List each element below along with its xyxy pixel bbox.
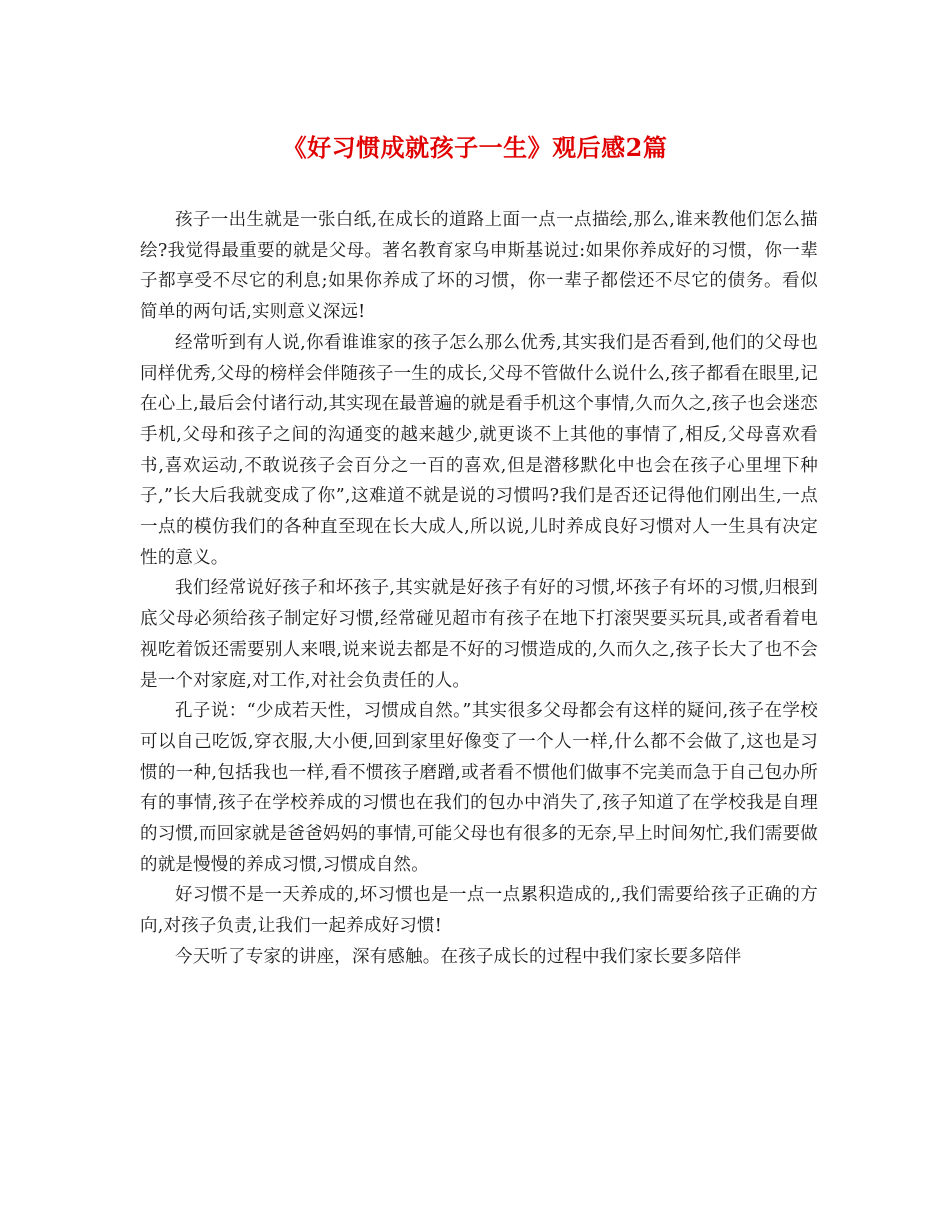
paragraph-4: 孔子说：“少成若天性，习惯成自然。”其实很多父母都会有这样的疑问,孩子在学校可以自己吃饭,穿衣服,大小便,回到家里好像变了一个人一样,什么都不会做了,这也是习惯的一种,包括我也一样,看不惯孩子磨蹭,或者看不惯他们做事不完美而急于自己包办所有的事情,孩子在学校养成的习惯也在我们的包办中消失了,孩子知道了在学校我是自理的习惯,而回家就是爸爸妈妈的事情,可能父母也有很多的无奈,早上时间匆忙,我们需要做的就是慢慢的养成习惯,习惯成自然。 (140, 701, 818, 875)
paragraph-2: 经常听到有人说,你看谁谁家的孩子怎么那么优秀,其实我们是否看到,他们的父母也同样优秀,父母的榜样会伴随孩子一生的成长,父母不管做什么说什么,孩子都看在眼里,记在心上,最后会付诸行动,其实现在最普遍的就是看手机这个事情,久而久之,孩子也会迷恋手机,父母和孩子之间的沟通变的越来越少,就更谈不上其他的事情了,相反,父母喜欢看书,喜欢运动,不敢说孩子会百分之一百的喜欢,但是潜移默化中也会在孩子心里埋下种子,”长大后我就变成了你”,这难道不就是说的习惯吗?我们是否还记得他们刚出生,一点一点的模仿我们的各种直至现在长大成人,所以说,儿时养成良好习惯对人一生具有决定性的意义。 (140, 332, 818, 568)
paragraph-3: 我们经常说好孩子和坏孩子,其实就是好孩子有好的习惯,坏孩子有坏的习惯,归根到底父母必须给孩子制定好习惯,经常碰见超市有孩子在地下打滚哭要买玩具,或者看着电视吃着饭还需要别人来喂,说来说去都是不好的习惯造成的,久而久之,孩子长大了也不会是一个对家庭,对工作,对社会负责任的人。 (140, 578, 818, 691)
paragraph-6: 今天听了专家的讲座，深有感触。在孩子成长的过程中我们家长要多陪伴 (175, 946, 742, 967)
document-title: 《好习惯成就孩子一生》观后感2篇 (282, 133, 668, 162)
paragraph-1: 孩子一出生就是一张白纸,在成长的道路上面一点一点描绘,那么,谁来教他们怎么描绘?我觉得最重要的就是父母。著名教育家乌申斯基说过:如果你养成好的习惯，你一辈子都享受不尽它的利息;如果你养成了坏的习惯，你一辈子都偿还不尽它的债务。看似简单的两句话,实则意义深远! (140, 210, 818, 323)
document-body (140, 205, 818, 973)
paragraph-5: 好习惯不是一天养成的,坏习惯也是一点一点累积造成的,,我们需要给孩子正确的方向,对孩子负责,让我们一起养成好习惯! (140, 885, 818, 937)
